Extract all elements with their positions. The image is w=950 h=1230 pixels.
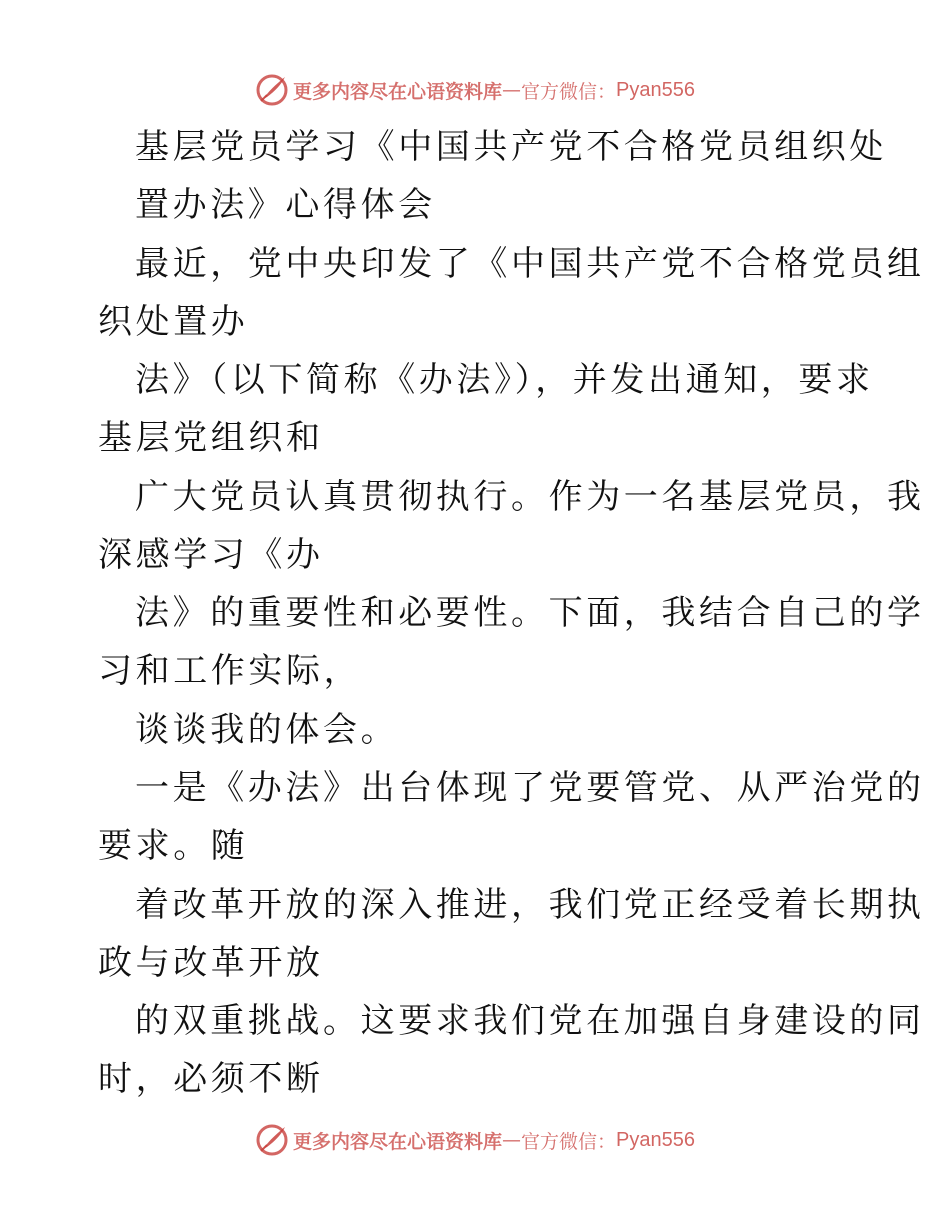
watermark-text: 更多内容尽在心语资料库 [293, 80, 503, 103]
doc-line: 法》（以下简称《办法》），并发出通知，要求 [135, 360, 874, 400]
watermark-wechat-label: 官方微信： [521, 1130, 617, 1153]
doc-line: 最近，党中央印发了《中国共产党不合格党员组 [135, 244, 925, 284]
doc-line: 一是《办法》出台体现了党要管党、从严治党的 [135, 768, 925, 808]
quill-pen-logo-icon [255, 73, 289, 107]
doc-line: 谈谈我的体会。 [135, 710, 399, 750]
watermark-separator: — [502, 1129, 522, 1151]
header-watermark [0, 70, 950, 110]
watermark-separator: — [502, 79, 522, 101]
doc-line: 法》的重要性和必要性。下面，我结合自己的学 [135, 593, 925, 633]
doc-line: 习和工作实际， [98, 651, 362, 691]
doc-title-line-1: 基层党员学习《中国共产党不合格党员组织处 [135, 127, 887, 167]
doc-title-line-2: 置办法》心得体会 [135, 185, 436, 225]
doc-line: 深感学习《办 [98, 535, 324, 575]
watermark-wechat-id: Pyan556 [616, 1128, 695, 1151]
doc-line: 广大党员认真贯彻执行。作为一名基层党员，我 [135, 477, 925, 517]
footer-watermark [0, 1120, 950, 1160]
doc-line: 基层党组织和 [98, 418, 324, 458]
watermark-text: 更多内容尽在心语资料库 [293, 1130, 503, 1153]
watermark-wechat-label: 官方微信： [521, 80, 617, 103]
doc-line: 织处置办 [98, 302, 249, 342]
quill-pen-logo-icon [255, 1123, 289, 1157]
doc-line: 时，必须不断 [98, 1059, 324, 1099]
doc-line: 要求。随 [98, 826, 249, 866]
doc-line: 的双重挑战。这要求我们党在加强自身建设的同 [135, 1001, 925, 1041]
watermark-wechat-id: Pyan556 [616, 78, 695, 101]
doc-line: 政与改革开放 [98, 943, 324, 983]
doc-line: 着改革开放的深入推进，我们党正经受着长期执 [135, 885, 925, 925]
